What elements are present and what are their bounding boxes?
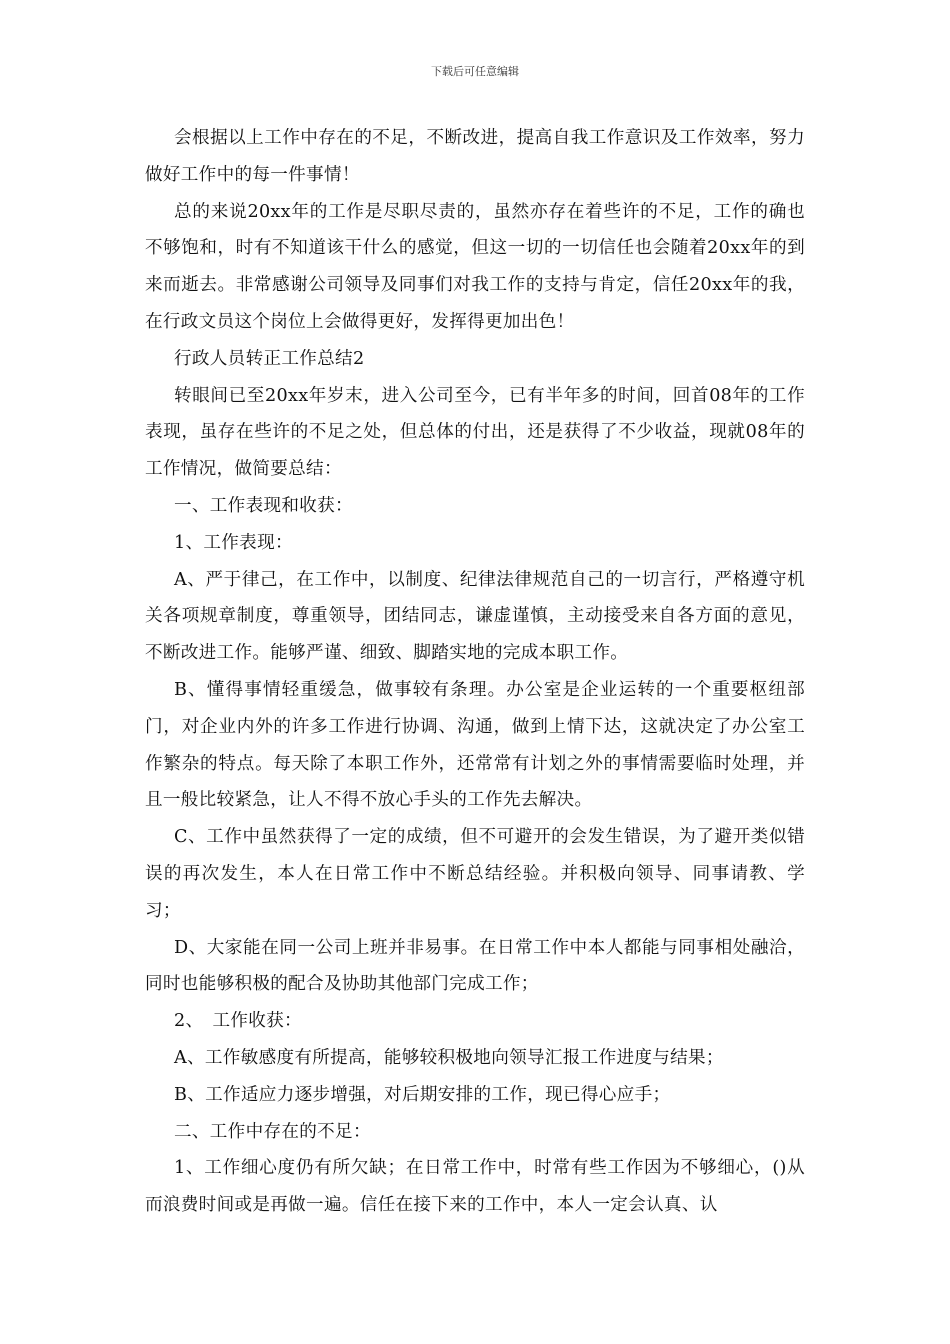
section-title: 行政人员转正工作总结2 [174, 348, 365, 369]
heading-level-2: 2、 工作收获： [174, 1011, 302, 1032]
paragraph: B、懂得事情轻重缓急，做事较有条理。办公室是企业运转的一个重要枢纽部门，对企业内外的许多工作进行协调、沟通，做到上情下达，这就决定了办公室工作繁杂的特点。每天除了本职工作外，还常常有计划之外的事情需要临时处理，并且一般比较紧急，让人不得不放心手头的工作先去解决。 [145, 679, 805, 811]
paragraph: A、严于律己，在工作中，以制度、纪律法律规范自己的一切言行，严格遵守机关各项规章制度，尊重领导，团结同志，谦虚谨慎，主动接受来自各方面的意见，不断改进工作。能够严谨、细致、脚踏实地的完成本职工作。 [145, 569, 805, 664]
paragraph: A、工作敏感度有所提高，能够较积极地向领导汇报工作进度与结果； [174, 1047, 724, 1068]
heading-level-1: 一、工作表现和收获： [174, 495, 353, 516]
paragraph: 转眼间已至20xx年岁末，进入公司至今，已有半年多的时间，回首08年的工作表现，虽存在些许的不足之处，但总体的付出，还是获得了不少收益，现就08年的工作情况，做简要总结： [145, 385, 805, 480]
paragraph: D、大家能在同一公司上班并非易事。在日常工作中本人都能与同事相处融洽，同时也能够积极的配合及协助其他部门完成工作； [145, 937, 805, 995]
paragraph: 会根据以上工作中存在的不足，不断改进，提高自我工作意识及工作效率，努力做好工作中的每一件事情！ [145, 128, 805, 185]
paragraph: 1、工作细心度仍有所欠缺；在日常工作中，时常有些工作因为不够细心，()从而浪费时间或是再做一遍。信任在接下来的工作中，本人一定会认真、认 [145, 1158, 805, 1216]
paragraph: B、工作适应力逐步增强，对后期安排的工作，现已得心应手； [174, 1084, 671, 1105]
heading-level-2: 1、工作表现： [174, 532, 293, 553]
paragraph: 总的来说20xx年的工作是尽职尽责的，虽然亦存在着些许的不足，工作的确也不够饱和，时有不知道该干什么的感觉，但这一切的一切信任也会随着20xx年的到来而逝去。非常感谢公司领导及同事们对我工作的支持与肯定，信任20xx年的我，在行政文员这个岗位上会做得更好，发挥得更加出色！ [145, 201, 805, 332]
document-body [145, 120, 805, 1224]
paragraph: C、工作中虽然获得了一定的成绩，但不可避开的会发生错误，为了避开类似错误的再次发生，本人在日常工作中不断总结经验。并积极向领导、同事请教、学习； [145, 827, 805, 921]
heading-level-1: 二、工作中存在的不足： [174, 1121, 371, 1142]
page-header-note: 下载后可任意编辑 [431, 65, 519, 78]
